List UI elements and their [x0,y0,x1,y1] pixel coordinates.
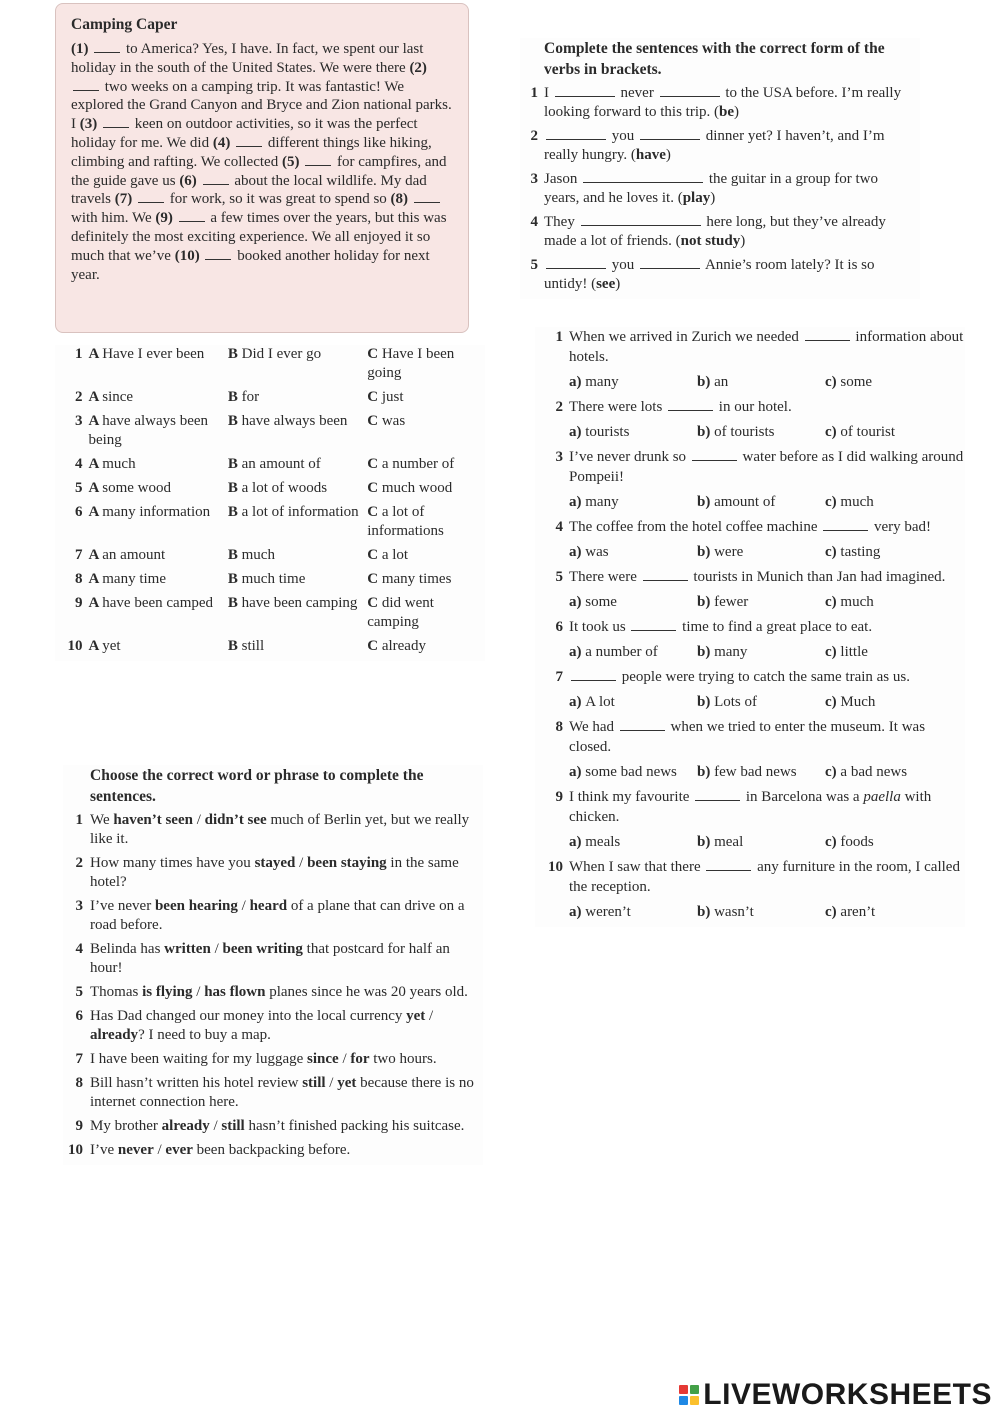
choose-item: 6 Has Dad changed our money into the local currency yet / already? I need to buy a map. [63,1007,483,1045]
option-b[interactable]: B Did I ever go [227,346,322,362]
option-a[interactable]: A many time [88,571,166,587]
question-number: 1 [555,329,563,345]
option-c[interactable]: C Have I been going [367,346,455,381]
choice-2[interactable]: yet [337,1075,357,1091]
gap-5[interactable] [305,154,331,166]
choice-2[interactable]: has flown [204,984,266,1000]
option-row [55,455,485,474]
item-number: 6 [75,1008,83,1024]
item-number: 1 [530,85,538,101]
gap-2[interactable] [73,79,99,91]
option-number: 6 [74,504,83,520]
question: 10 When I saw that there any furniture in the room, I called the reception. a) weren’t b) wasn’t c) aren’t [535,857,965,922]
gap-6[interactable] [203,173,229,185]
answer-gap[interactable] [668,399,713,411]
choice-2[interactable]: been staying [307,855,387,871]
answer-gap[interactable] [643,569,688,581]
item-number: 5 [530,257,538,273]
option-row [55,412,485,450]
option-text: was [381,413,406,429]
question-number: 5 [555,569,563,585]
verb-item: 4 They here long, but they’ve already made a lot of friends. (not study) [520,213,920,251]
choice-1[interactable]: never [117,1142,154,1158]
choice-c[interactable]: c) tasting [825,544,881,560]
question-number: 4 [555,519,563,535]
choice-a[interactable]: a) many [569,494,619,510]
item-number: 8 [75,1075,83,1091]
verb-item: 5 you Annie’s room lately? It is so untidy! (see) [520,256,920,294]
option-text: Have I been going [367,346,455,381]
question-number: 8 [555,719,563,735]
question: 1 When we arrived in Zurich we needed information about hotels. a) many b) an c) some [535,327,965,392]
choose-exercise [63,765,483,1165]
choice-a[interactable]: a) a number of [569,644,658,660]
option-b[interactable]: B much [227,547,275,563]
option-text: many time [102,571,166,587]
choice-2[interactable]: didn’t see [204,812,267,828]
option-a[interactable]: A Have I ever been [88,346,205,362]
choice-a[interactable]: a) A lot [569,694,615,710]
answer-gap[interactable] [555,85,615,97]
option-b[interactable]: B still [227,638,265,654]
choose-item: 3 I’ve never been hearing / heard of a plane that can drive on a road before. [63,897,483,935]
choice-c[interactable]: c) a bad news [825,764,908,780]
option-row [55,570,485,589]
option-text: yet [102,638,121,654]
option-c[interactable]: C just [367,389,404,405]
item-number: 7 [75,1051,83,1067]
item-number: 2 [530,128,538,144]
option-text: a lot of woods [241,480,328,496]
question-number: 3 [555,449,563,465]
option-number: 3 [74,413,83,429]
choice-2[interactable]: still [221,1118,245,1134]
choice-2[interactable]: heard [249,898,288,914]
option-text: a lot of informations [367,504,444,539]
option-text: a number of [381,456,455,472]
option-text: a lot of information [241,504,359,520]
gap-4[interactable] [236,135,262,147]
option-text: many times [381,571,452,587]
gap-1[interactable] [94,41,120,53]
option-b[interactable]: B for [227,389,260,405]
option-c[interactable]: C a number of [367,456,455,472]
verb-exercise-title: Complete the sentences with the correct form of the verbs in brackets. [544,40,885,78]
question: 7 people were trying to catch the same train as us. a) A lot b) Lots of c) Much [535,667,965,712]
option-text: have been camping [241,595,358,611]
choice-2[interactable]: for [350,1051,370,1067]
option-row [55,546,485,565]
choice-2[interactable]: been writing [222,941,303,957]
choose-item: 9 My brother already / still hasn’t finished packing his suitcase. [63,1117,483,1136]
quantifier-exercise [535,327,965,927]
choice-a[interactable]: a) weren’t [569,904,631,920]
gap-8[interactable] [414,191,440,203]
option-text: many information [102,504,211,520]
passage-options [55,345,485,661]
option-a[interactable]: A an amount [88,547,166,563]
option-text: have always been [241,413,348,429]
option-b[interactable]: B have been camping [227,595,358,611]
choice-1[interactable]: been hearing [154,898,238,914]
option-number: 5 [74,480,83,496]
option-number: 7 [74,547,83,563]
choice-b[interactable]: b) Lots of [697,694,758,710]
choice-c[interactable]: c) aren’t [825,904,876,920]
verb-hint: see [596,276,616,292]
passage-title: Camping Caper [71,16,178,33]
answer-gap[interactable] [546,128,606,140]
item-number: 5 [75,984,83,1000]
option-c[interactable]: C a lot of informations [367,504,444,539]
option-text: much time [241,571,306,587]
option-c[interactable]: C did went camping [367,595,434,630]
option-number: 4 [74,456,83,472]
choice-a[interactable]: a) some bad news [569,764,677,780]
option-b[interactable]: B have always been [227,413,348,429]
option-b[interactable]: B a lot of woods [227,480,328,496]
option-a[interactable]: A yet [88,638,121,654]
answer-gap[interactable] [620,719,665,731]
passage-text: (1) to America? Yes, I have. In fact, we spent our last holiday in the south of the United States. We were there (2) two weeks on a camping trip. It was fantastic! We explored the Grand Canyon and Bryce and Zion national parks. I (3) keen on outdoor activities, so it was the perfect holiday for me. We did (4) different things like hiking, climbing and rafting. We collected (5) for campfires, and the guide gave us (6) about the local wildlife. My dad travels (7) for work, so it was great to spend so (8) with him. We (9) a few times over the years, but this was definitely the most exciting experience. We all enjoyed it so much that we’ve (10) booked another holiday for next year. [71,41,452,283]
option-c[interactable]: C much wood [367,480,453,496]
question-number: 2 [555,399,563,415]
option-number: 9 [74,595,83,611]
option-number: 8 [74,571,83,587]
liveworksheets-logo [679,1378,992,1412]
option-text: just [381,389,404,405]
option-a[interactable]: A some wood [88,480,171,496]
question: 5 There were tourists in Munich than Jan had imagined. a) some b) fewer c) much [535,567,965,612]
option-a[interactable]: A many information [88,504,211,520]
answer-gap[interactable] [640,128,700,140]
choice-c[interactable]: c) Much [825,694,876,710]
answer-gap[interactable] [571,669,616,681]
choose-exercise-title: Choose the correct word or phrase to complete the sentences. [90,767,424,805]
option-text: already [381,638,426,654]
question-number: 9 [555,789,563,805]
choice-b[interactable]: b) an [697,374,729,390]
choice-b[interactable]: b) fewer [697,594,749,610]
logo-mark-icon [679,1385,699,1405]
item-number: 1 [75,812,83,828]
option-c[interactable]: C was [367,413,406,429]
item-number: 4 [530,214,538,230]
question: 8 We had when we tried to enter the museum. It was closed. a) some bad news b) few bad news c) a bad news [535,717,965,782]
item-number: 4 [75,941,83,957]
item-number: 3 [75,898,83,914]
option-a[interactable]: A have always been being [88,413,209,448]
camping-caper-box [55,3,469,333]
choice-c[interactable]: c) little [825,644,868,660]
option-a[interactable]: A since [88,389,134,405]
choice-c[interactable]: c) much [825,594,874,610]
answer-gap[interactable] [660,85,720,97]
choice-1[interactable]: stayed [254,855,296,871]
choice-c[interactable]: c) of tourist [825,424,895,440]
option-text: since [102,389,134,405]
option-b[interactable]: B a lot of information [227,504,359,520]
choose-item: 8 Bill hasn’t written his hotel review still / yet because there is no internet connection here. [63,1074,483,1112]
question-number: 7 [555,669,563,685]
choice-a[interactable]: a) was [569,544,609,560]
verb-item: 1 I never to the USA before. I’m really looking forward to this trip. (be) [520,84,920,122]
option-b[interactable]: B an amount of [227,456,321,472]
question: 9 I think my favourite in Barcelona was a paella with chicken. a) meals b) meal c) foods [535,787,965,852]
answer-gap[interactable] [583,171,703,183]
logo-text: LIVEWORKSHEETS [703,1378,992,1411]
choice-1[interactable]: yet [406,1008,426,1024]
option-c[interactable]: C a lot [367,547,409,563]
option-c[interactable]: C many times [367,571,452,587]
option-number: 1 [74,346,83,362]
option-number: 10 [67,638,83,654]
option-text: some wood [102,480,171,496]
choose-item: 7 I have been waiting for my luggage since / for two hours. [63,1050,483,1069]
option-text: a lot [381,547,409,563]
answer-gap[interactable] [695,789,740,801]
option-text: much [241,547,275,563]
option-row [55,345,485,383]
verb-hint: have [635,147,666,163]
item-number: 2 [75,855,83,871]
choose-item: 5 Thomas is flying / has flown planes since he was 20 years old. [63,983,483,1002]
question: 3 I’ve never drunk so water before as I did walking around Pompeii! a) many b) amount of c) much [535,447,965,512]
option-row [55,594,485,632]
verb-item: 2 you dinner yet? I haven’t, and I’m really hungry. (have) [520,127,920,165]
answer-gap[interactable] [805,329,850,341]
question-number: 6 [555,619,563,635]
option-a[interactable]: A much [88,456,136,472]
gap-10[interactable] [205,248,231,260]
choose-item: 1 We haven’t seen / didn’t see much of Berlin yet, but we really like it. [63,811,483,849]
answer-gap[interactable] [706,859,751,871]
item-number: 9 [75,1118,83,1134]
option-text: Did I ever go [241,346,322,362]
choice-2[interactable]: ever [165,1142,193,1158]
choice-1[interactable]: haven’t seen [113,812,193,828]
choose-item: 4 Belinda has written / been writing that postcard for half an hour! [63,940,483,978]
option-row [55,479,485,498]
choose-item: 2 How many times have you stayed / been staying in the same hotel? [63,854,483,892]
choice-c[interactable]: c) foods [825,834,874,850]
option-text: have been camped [102,595,214,611]
answer-gap[interactable] [692,449,737,461]
choice-b[interactable]: b) wasn’t [697,904,754,920]
gap-9[interactable] [179,210,205,222]
answer-gap[interactable] [546,257,606,269]
option-b[interactable]: B much time [227,571,306,587]
verb-hint: be [718,104,734,120]
option-row [55,388,485,407]
choice-b[interactable]: b) few bad news [697,764,797,780]
option-text: for [241,389,260,405]
choice-1[interactable]: since [307,1051,339,1067]
answer-gap[interactable] [631,619,676,631]
choice-a[interactable]: a) many [569,374,619,390]
gap-7[interactable] [138,191,164,203]
verb-item: 3 Jason the guitar in a group for two years, and he loves it. (play) [520,170,920,208]
choice-b[interactable]: b) amount of [697,494,776,510]
option-text: an amount [102,547,166,563]
choice-1[interactable]: written [164,941,211,957]
option-number: 2 [74,389,83,405]
choice-b[interactable]: b) of tourists [697,424,775,440]
option-text: much wood [381,480,453,496]
item-number: 10 [68,1142,83,1158]
choice-a[interactable]: a) tourists [569,424,630,440]
choice-b[interactable]: b) meal [697,834,744,850]
answer-gap[interactable] [823,519,868,531]
choice-b[interactable]: b) were [697,544,744,560]
question: 6 It took us time to find a great place to eat. a) a number of b) many c) little [535,617,965,662]
option-text: much [102,456,136,472]
choice-a[interactable]: a) some [569,594,617,610]
choose-item: 10 I’ve never / ever been backpacking before. [63,1141,483,1160]
gap-3[interactable] [103,116,129,128]
option-text: an amount of [241,456,321,472]
choice-1[interactable]: still [302,1075,326,1091]
option-row [55,503,485,541]
question-number: 10 [548,859,563,875]
answer-gap[interactable] [581,214,701,226]
verb-exercise [520,38,920,299]
choice-2[interactable]: already [90,1027,139,1043]
answer-gap[interactable] [640,257,700,269]
choice-1[interactable]: already [161,1118,210,1134]
question: 4 The coffee from the hotel coffee machine very bad! a) was b) were c) tasting [535,517,965,562]
option-a[interactable]: A have been camped [88,595,214,611]
option-text: still [241,638,265,654]
question: 2 There were lots in our hotel. a) tourists b) of tourists c) of tourist [535,397,965,442]
option-c[interactable]: C already [367,638,426,654]
choice-c[interactable]: c) some [825,374,873,390]
verb-hint: not study [680,233,741,249]
choice-c[interactable]: c) much [825,494,874,510]
option-text: Have I ever been [102,346,205,362]
choice-1[interactable]: is flying [142,984,193,1000]
verb-hint: play [682,190,711,206]
choice-b[interactable]: b) many [697,644,748,660]
option-text: did went camping [367,595,434,630]
choice-a[interactable]: a) meals [569,834,621,850]
item-number: 3 [530,171,538,187]
option-row [55,637,485,656]
option-text: have always been being [88,413,209,448]
